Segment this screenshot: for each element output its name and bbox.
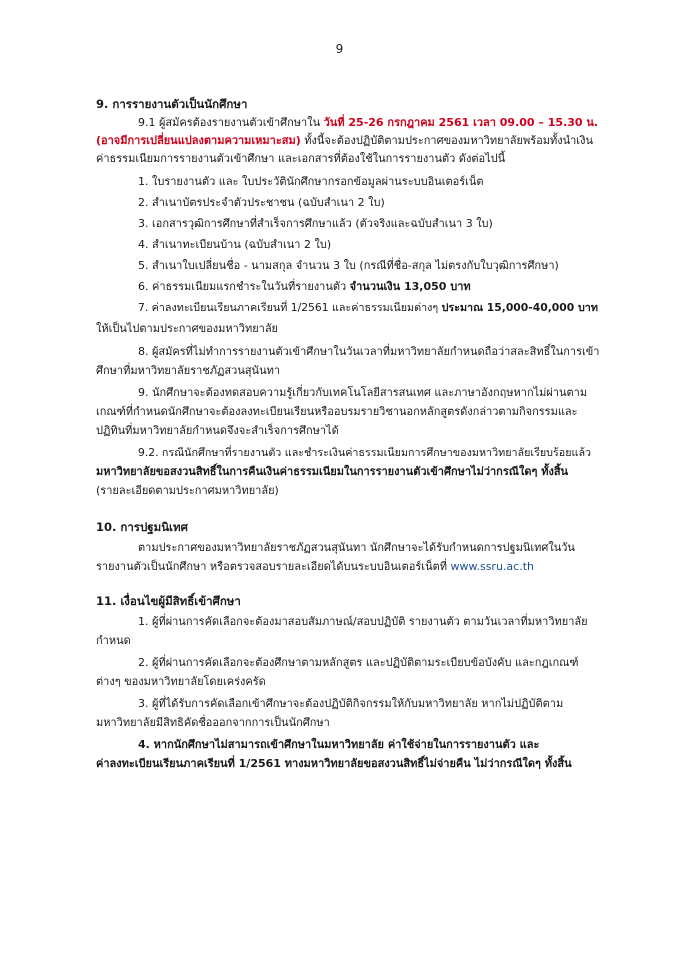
orientation-text: รายงานตัวเป็นนักศึกษา หรือตรวจสอบรายละเอียดได้บนระบบอินเตอร์เน็ตที่	[96, 560, 447, 573]
condition-1-line1: 1. ผู้ที่ผ่านการคัดเลือกจะต้องมาสอบสัมภาษณ์/สอบปฏิบัติ รายงานตัว ตามวันเวลาที่มหาวิทยาลัย	[138, 615, 588, 628]
section-10-title: 10. การปฐมนิเทศ	[96, 520, 188, 534]
condition-2-line2: ต่างๆ ของมหาวิทยาลัยโดยเคร่งครัด	[96, 675, 266, 688]
para-8-line1: 8. ผู้สมัครที่ไม่ทำการรายงานตัวเข้าศึกษาในวันเวลาที่มหาวิทยาลัยกำหนดถือว่าสละสิทธิ์ในการเข้า	[138, 345, 600, 358]
para-9-line3: ปฏิทินที่มหาวิทยาลัยกำหนดจึงจะสำเร็จการศึกษาได้	[96, 424, 339, 437]
report-date-range: วันที่ 25-26 กรกฎาคม 2561 เวลา 09.00 – 15.30 น.	[323, 116, 599, 129]
section-9-title: 9. การรายงานตัวเป็นนักศึกษา	[96, 97, 248, 111]
tuition-label: 7. ค่าลงทะเบียนเรียนภาคเรียนที่ 1/2561 และค่าธรรมเนียมต่างๆ	[138, 301, 439, 314]
document-item-3: 3. เอกสารวุฒิการศึกษาที่สำเร็จการศึกษาแล้ว (ตัวจริงและฉบับสำเนา 3 ใบ)	[138, 217, 493, 230]
document-item-6	[138, 280, 471, 294]
para-9-2-line1: 9.2. กรณีนักศึกษาที่รายงานตัว และชำระเงินค่าธรรมเนียมการศึกษาของมหาวิทยาลัยเรียบร้อยแล้ว	[138, 446, 592, 459]
document-item-2: 2. สำเนาบัตรประจำตัวประชาชน (ฉบับสำเนา 2 ใบ)	[138, 196, 385, 209]
para-9-1-line1	[138, 116, 598, 130]
para-9-1-line3: ค่าธรรมเนียมการรายงานตัวเข้าศึกษา และเอกสารที่ต้องใช้ในการรายงานตัว ดังต่อไปนี้	[96, 152, 506, 165]
para-9-2-line3: (รายละเอียดตามประกาศมหาวิทยาลัย)	[96, 484, 279, 497]
document-item-7	[138, 301, 598, 315]
condition-4-line1: 4. หากนักศึกษาไม่สามารถเข้าศึกษาในมหาวิทยาลัย ค่าใช้จ่ายในการรายงานตัว และ	[138, 738, 540, 751]
website-link[interactable]: www.ssru.ac.th	[450, 560, 534, 573]
condition-1-line2: กำหนด	[96, 634, 131, 647]
document-item-4: 4. สำเนาทะเบียนบ้าน (ฉบับสำเนา 2 ใบ)	[138, 238, 332, 251]
refund-policy-statement: มหาวิทยาลัยขอสงวนสิทธิ์ในการคืนเงินค่าธรรมเนียมในการรายงานตัวเข้าศึกษาไม่ว่ากรณีใดๆ ทั้งสิ้น	[96, 465, 569, 478]
document-item-7-cont: ให้เป็นไปตามประกาศของมหาวิทยาลัย	[96, 322, 278, 335]
condition-2-line1: 2. ผู้ที่ผ่านการคัดเลือกจะต้องศึกษาตามหลักสูตร และปฏิบัติตามระเบียบข้อบังคับ และกฎเกณฑ์	[138, 656, 579, 669]
condition-3-line1: 3. ผู้ที่ได้รับการคัดเลือกเข้าศึกษาจะต้องปฏิบัติกิจกรรมให้กับมหาวิทยาลัย หากไม่ปฏิบัติตาม	[138, 697, 564, 710]
page-number: 9	[335, 42, 344, 56]
first-fee-amount: จำนวนเงิน 13,050 บาท	[349, 280, 471, 293]
para-9-1-line2	[96, 134, 593, 148]
schedule-change-note: (อาจมีการเปลี่ยนแปลงตามความเหมาะสม)	[96, 134, 301, 147]
condition-4-line2: ค่าลงทะเบียนเรียนภาคเรียนที่ 1/2561 ทางมหาวิทยาลัยขอสงวนสิทธิ์ไม่จ่ายคืน ไม่ว่ากรณีใดๆ ทั้งสิ้น	[96, 757, 572, 770]
para-9-1-lead: 9.1 ผู้สมัครต้องรายงานตัวเข้าศึกษาใน	[138, 116, 321, 129]
para-9-line2: เกณฑ์ที่กำหนดนักศึกษาจะต้องลงทะเบียนเรียนหรืออบรมรายวิชานอกหลักสูตรดังกล่าวตามกิจกรรมและ	[96, 405, 578, 418]
first-fee-label: 6. ค่าธรรมเนียมแรกชำระในวันที่รายงานตัว	[138, 280, 347, 293]
para-9-1-cont: ทั้งนี้จะต้องปฏิบัติตามประกาศของมหาวิทยาลัยพร้อมทั้งนำเงิน	[304, 134, 593, 147]
orientation-line1: ตามประกาศของมหาวิทยาลัยราชภัฏสวนสุนันทา นักศึกษาจะได้รับกำหนดการปฐมนิเทศในวัน	[138, 541, 575, 554]
document-item-1: 1. ใบรายงานตัว และ ใบประวัตินักศึกษากรอกข้อมูลผ่านระบบอินเตอร์เน็ต	[138, 175, 484, 188]
para-9-line1: 9. นักศึกษาจะต้องทดสอบความรู้เกี่ยวกับเทคโนโลยีสารสนเทศ และภาษาอังกฤษหากไม่ผ่านตาม	[138, 386, 588, 399]
section-11-title: 11. เงื่อนไขผู้มีสิทธิ์เข้าศึกษา	[96, 594, 241, 608]
para-8-line2: ศึกษาที่มหาวิทยาลัยราชภัฏสวนสุนันทา	[96, 364, 281, 377]
document-item-5: 5. สำเนาใบเปลี่ยนชื่อ - นามสกุล จำนวน 3 ใบ (กรณีที่ชื่อ-สกุล ไม่ตรงกับใบวุฒิการศึกษา)	[138, 259, 559, 272]
tuition-amount: ประมาณ 15,000-40,000 บาท	[441, 301, 598, 314]
condition-3-line2: มหาวิทยาลัยมีสิทธิคัดชื่อออกจากการเป็นนักศึกษา	[96, 716, 330, 729]
orientation-line2	[96, 560, 534, 574]
